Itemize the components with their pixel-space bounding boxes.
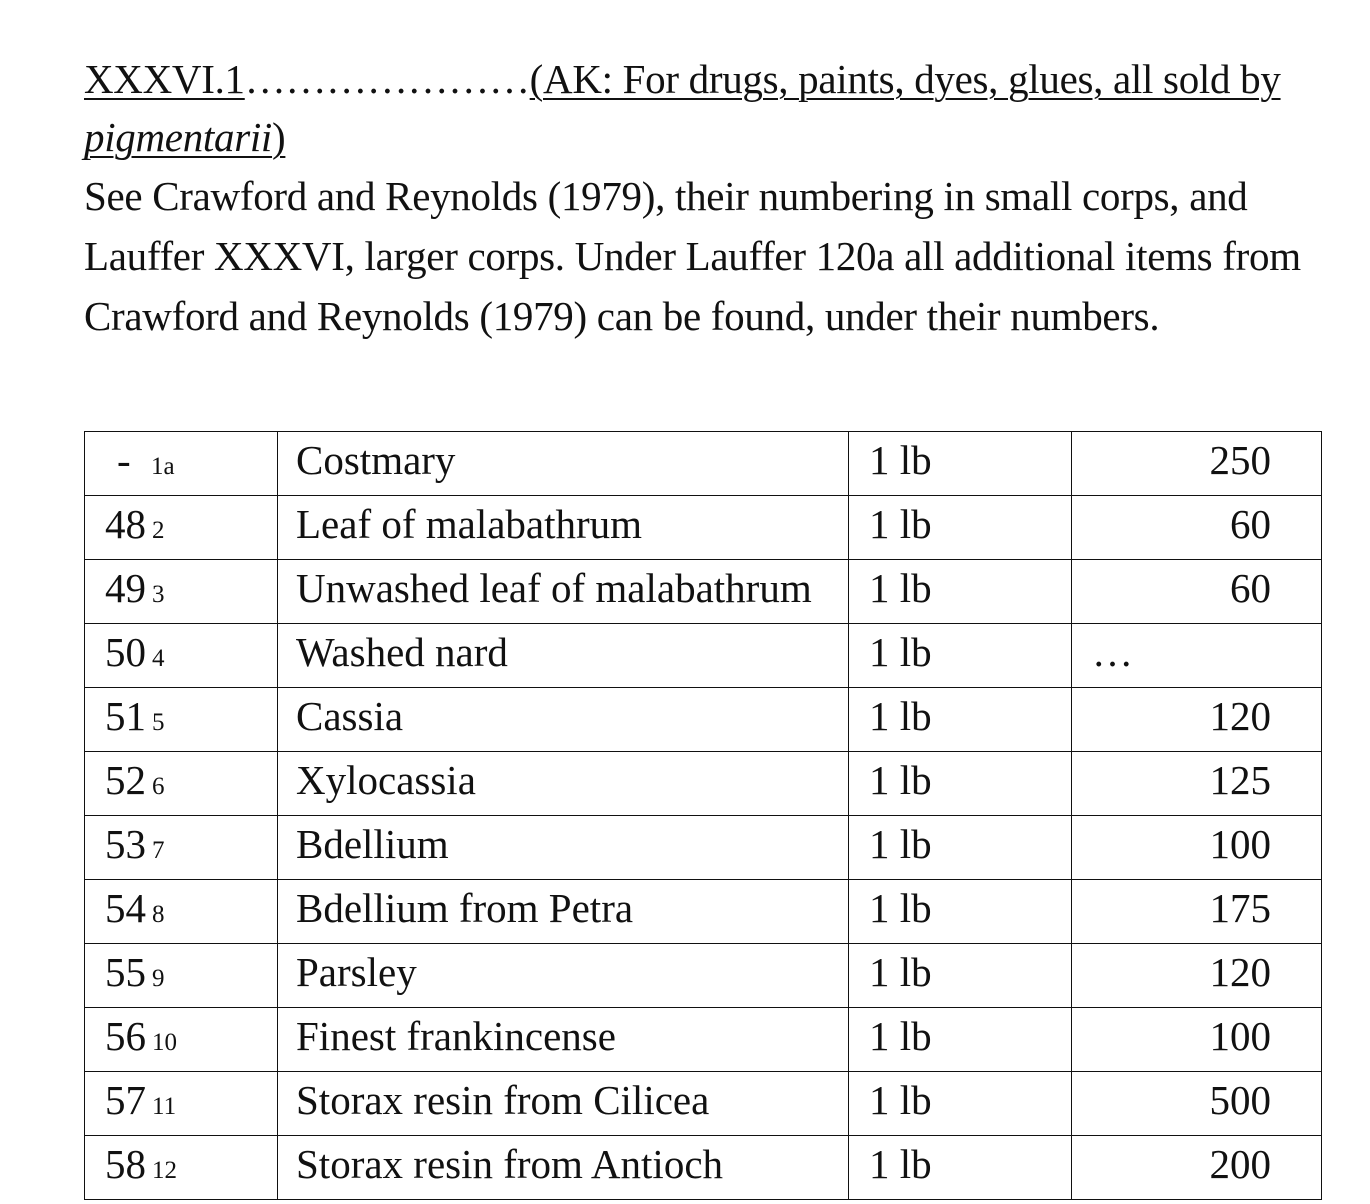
crawford-number: 3 [152,581,165,608]
intro-paragraph: See Crawford and Reynolds (1979), their numbering in small corps, and Lauffer XXXVI, larger corps. Under Lauffer 120a all additional items from Crawford and Reynolds (1979) can be found, under their numbers. [84,173,1301,339]
crawford-number: 11 [152,1093,177,1120]
row-number-cell [85,1072,278,1136]
item-name: Finest frankincense [278,1008,849,1072]
crawford-number: 12 [152,1157,177,1184]
item-name: Costmary [278,432,849,496]
row-number-cell [85,752,278,816]
row-number-cell [85,624,278,688]
table-row [85,432,1322,496]
item-price: 125 [1072,752,1322,816]
item-unit: 1 lb [849,752,1072,816]
item-unit: 1 lb [849,1136,1072,1200]
note-suffix: ) [272,114,286,160]
item-unit: 1 lb [849,688,1072,752]
lauffer-number: - [117,437,131,483]
table-row [85,944,1322,1008]
item-price: 250 [1072,432,1322,496]
lauffer-number: 52 [105,757,146,803]
crawford-number: 1a [151,453,175,480]
item-name: Unwashed leaf of malabathrum [278,560,849,624]
table-row [85,816,1322,880]
item-unit: 1 lb [849,496,1072,560]
row-number-cell [85,880,278,944]
item-name: Xylocassia [278,752,849,816]
lauffer-number: 57 [105,1077,146,1123]
crawford-number: 4 [152,645,165,672]
note-prefix: (AK: For drugs, paints, dyes, glues, all sold by [529,56,1281,102]
table-row [85,560,1322,624]
item-unit: 1 lb [849,432,1072,496]
item-unit: 1 lb [849,880,1072,944]
item-name: Washed nard [278,624,849,688]
leader-dots: ………………… [244,56,530,102]
item-unit: 1 lb [849,816,1072,880]
item-unit: 1 lb [849,944,1072,1008]
item-name: Storax resin from Antioch [278,1136,849,1200]
item-name: Storax resin from Cilicea [278,1072,849,1136]
table-row [85,496,1322,560]
lauffer-number: 55 [105,949,146,995]
note-italic-term: pigmentarii [84,114,273,160]
crawford-number: 6 [152,773,165,800]
item-name: Bdellium [278,816,849,880]
table-row [85,688,1322,752]
crawford-number: 10 [152,1029,177,1056]
crawford-number: 7 [152,837,165,864]
crawford-number: 8 [152,901,165,928]
row-number-cell [85,496,278,560]
item-price: 60 [1072,560,1322,624]
crawford-number: 2 [152,517,165,544]
item-price: 60 [1072,496,1322,560]
item-name: Bdellium from Petra [278,880,849,944]
price-table [84,431,1322,1200]
item-name: Cassia [278,688,849,752]
lauffer-number: 49 [105,565,146,611]
item-unit: 1 lb [849,560,1072,624]
item-name: Leaf of malabathrum [278,496,849,560]
price-table-body [85,432,1322,1200]
row-number-cell [85,560,278,624]
row-number-cell [85,944,278,1008]
table-row [85,752,1322,816]
table-row [85,1008,1322,1072]
table-row [85,1072,1322,1136]
lauffer-number: 51 [105,693,146,739]
crawford-number: 9 [152,965,165,992]
section-heading [84,50,1368,166]
lauffer-number: 58 [105,1141,146,1187]
item-price: 120 [1072,688,1322,752]
item-unit: 1 lb [849,1008,1072,1072]
item-price: 100 [1072,1008,1322,1072]
crawford-number: 5 [152,709,165,736]
item-price: 500 [1072,1072,1322,1136]
item-price: 175 [1072,880,1322,944]
lauffer-number: 53 [105,821,146,867]
item-price: 200 [1072,1136,1322,1200]
document-page [84,50,1368,346]
item-unit: 1 lb [849,1072,1072,1136]
section-ref: XXXVI.1 [84,56,245,102]
row-number-cell [85,688,278,752]
item-unit: 1 lb [849,624,1072,688]
lauffer-number: 54 [105,885,146,931]
table-row [85,880,1322,944]
item-price: 100 [1072,816,1322,880]
table-row [85,1136,1322,1200]
row-number-cell [85,432,278,496]
lauffer-number: 48 [105,501,146,547]
row-number-cell [85,1136,278,1200]
table-row [85,624,1322,688]
lauffer-number: 56 [105,1013,146,1059]
row-number-cell [85,816,278,880]
lauffer-number: 50 [105,629,146,675]
item-name: Parsley [278,944,849,1008]
row-number-cell [85,1008,278,1072]
item-price: 120 [1072,944,1322,1008]
item-price: … [1072,624,1322,688]
